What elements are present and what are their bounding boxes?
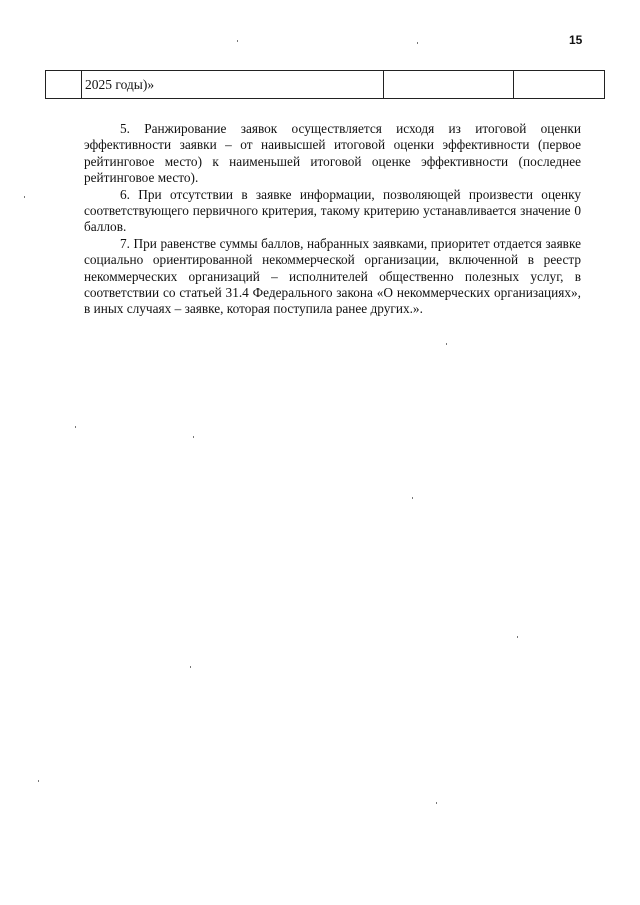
- table-row: [45, 70, 605, 99]
- scan-speck: [190, 666, 191, 668]
- paragraph-5: 5. Ранжирование заявок осуществляется исходя из итоговой оценки эффективности заявки – от наивысшей итоговой оценки эффективности (первое рейтинговое место) к наименьшей итоговой оценке эффективности (последнее рейтинговое место).: [84, 121, 581, 186]
- table-cell-number: [46, 71, 82, 98]
- scan-speck: [75, 426, 76, 428]
- table-cell-extra: [514, 71, 604, 98]
- scan-speck: [417, 42, 418, 44]
- paragraph-7: 7. При равенстве суммы баллов, набранных заявками, приоритет отдается заявке социально ориентированной некоммерческой организации, включенной в реестр некоммерческих организаций – исполнителей общественно полезных услуг, в соответствии со статьей 31.4 Федерального закона «О некоммерческих организациях», в иных случаях – заявке, которая поступила ранее других.».: [84, 235, 581, 317]
- scan-speck: [38, 780, 39, 782]
- page-number: 15: [569, 33, 583, 47]
- table-cell-value: [384, 71, 514, 98]
- scan-speck: [436, 802, 437, 804]
- scan-speck: [193, 436, 194, 438]
- scan-speck: [446, 343, 447, 345]
- scan-speck: [24, 196, 25, 198]
- scan-speck: [517, 636, 518, 638]
- document-body: [84, 121, 581, 318]
- paragraph-6: 6. При отсутствии в заявке информации, позволяющей произвести оценку соответствующего первичного критерия, такому критерию устанавливается значение 0 баллов.: [84, 186, 581, 235]
- table-cell-text: 2025 годы)»: [82, 71, 384, 98]
- scan-speck: [412, 497, 413, 499]
- scan-speck: [237, 40, 238, 42]
